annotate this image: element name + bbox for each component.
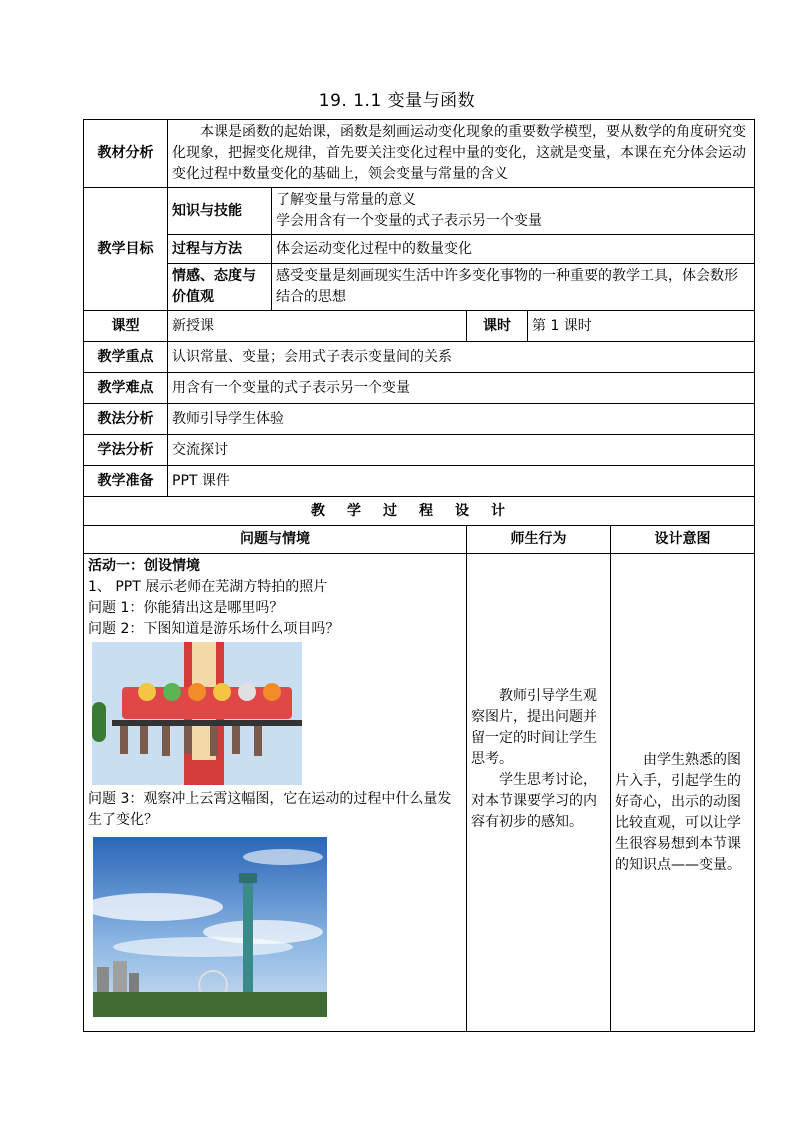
column-header-intent: 设计意图	[611, 526, 755, 554]
lesson-type-value: 新授课	[168, 311, 467, 342]
knowledge-line-2: 学会用含有一个变量的式子表示另一个变量	[276, 213, 542, 229]
teacher-student-p1: 教师引导学生观察图片，提出问题并留一定的时间让学生思考。	[471, 688, 597, 767]
key-point-label: 教学重点	[84, 342, 168, 373]
process-text: 体会运动变化过程中的数量变化	[272, 235, 755, 264]
teaching-method-value: 教师引导学生体验	[168, 404, 755, 435]
question-3: 问题 3：观察冲上云霄这幅图，它在运动的过程中什么量发生了变化？	[88, 791, 452, 828]
difficulty-label: 教学难点	[84, 373, 168, 404]
sky-tower-photo	[93, 837, 327, 1017]
teacher-student-cell	[467, 554, 611, 1032]
emotion-text: 感受变量是刻画现实生活中许多变化事物的一种重要的教学工具，体会数形结合的思想	[272, 264, 755, 311]
teaching-method-label: 教法分析	[84, 404, 168, 435]
activity-heading: 活动一：创设情境	[88, 558, 200, 574]
drop-tower-ride-photo	[92, 642, 302, 785]
design-intent-text: 由学生熟悉的图片入手，引起学生的好奇心，出示的动图比较直观，可以让学生很容易想到本节课的知识点——变量。	[615, 752, 741, 873]
preparation-value: PPT 课件	[168, 466, 755, 497]
goals-label: 教学目标	[84, 188, 168, 311]
lesson-plan-table	[83, 119, 755, 1032]
period-label: 课时	[467, 311, 528, 342]
knowledge-line-1: 了解变量与常量的意义	[276, 192, 416, 208]
learning-method-label: 学法分析	[84, 435, 168, 466]
column-header-behavior: 师生行为	[467, 526, 611, 554]
knowledge-label: 知识与技能	[168, 188, 272, 235]
learning-method-value: 交流探讨	[168, 435, 755, 466]
period-value: 第 1 课时	[528, 311, 755, 342]
key-point-value: 认识常量、变量；会用式子表示变量间的关系	[168, 342, 755, 373]
process-label: 过程与方法	[168, 235, 272, 264]
column-header-situation: 问题与情境	[84, 526, 467, 554]
activity-cell	[84, 554, 467, 1032]
difficulty-value: 用含有一个变量的式子表示另一个变量	[168, 373, 755, 404]
design-intent-cell	[611, 554, 755, 1032]
lesson-type-label: 课型	[84, 311, 168, 342]
analysis-text: 本课是函数的起始课，函数是刻画运动变化现象的重要数学模型，要从数学的角度研究变化现象，把握变化规律，首先要关注变化过程中量的变化，这就是变量，本课在充分体会运动变化过程中数量变化的基础上，领会变量与常量的含义	[168, 120, 755, 188]
activity-line-1: 1、 PPT 展示老师在芜湖方特拍的照片	[88, 579, 328, 595]
preparation-label: 教学准备	[84, 466, 168, 497]
document-title: 19. 1.1 变量与函数	[318, 91, 476, 111]
emotion-label: 情感、态度与价值观	[168, 264, 272, 311]
question-1: 问题 1：你能猜出这是哪里吗？	[88, 600, 284, 616]
question-2: 问题 2：下图知道是游乐场什么项目吗？	[88, 621, 340, 637]
teacher-student-p2: 学生思考讨论，对本节课要学习的内容有初步的感知。	[471, 772, 597, 830]
process-design-title: 教学过程设计	[84, 497, 755, 526]
knowledge-text	[272, 188, 755, 235]
analysis-label: 教材分析	[84, 120, 168, 188]
